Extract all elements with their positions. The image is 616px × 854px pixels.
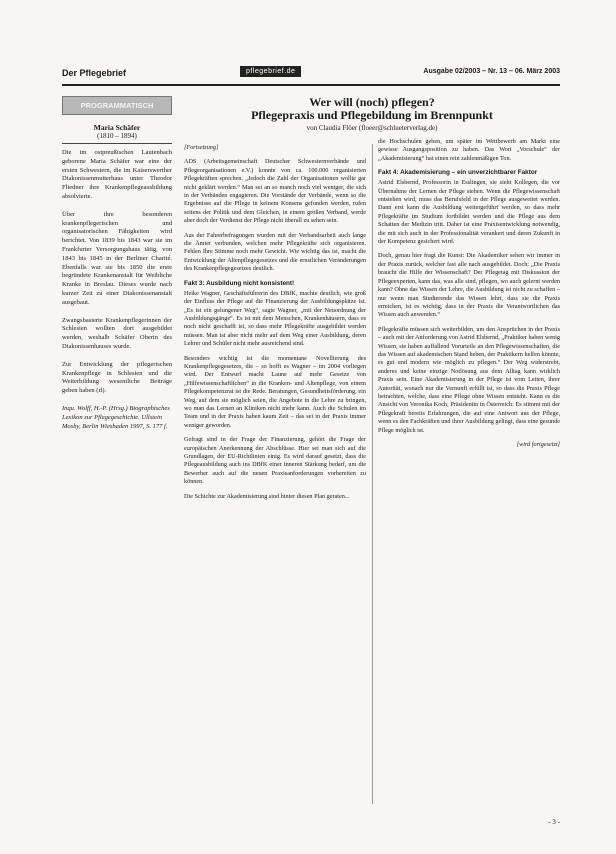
article: [184, 95, 560, 500]
masthead-rule: [62, 84, 560, 86]
sidebar-paragraph: Zwangsbasierte Krankenpflegerinnen der Schlesien wollten dort ausgebildet werden, weshalb Schäfer Oberin des Diakonissenhauses wurde.: [62, 316, 172, 350]
article-paragraph: [Fortsetzung]: [184, 144, 219, 151]
page-number: - 3 -: [548, 818, 560, 826]
sidebar-paragraph: Die im ostpreußischen Lautenbach geborene Maria Schäfer war eine der ersten Schwestern, die im Kaiserswerther Diakonissenmutterhaus unter Theodor Fliedner ihre Krankenpflegeausbildung absolvierte.: [62, 149, 172, 200]
article-paragraph: Astrid Elsbernd, Professorin in Esslingen, sie sieht Kollegen, die vor Übernahme der Lernen der Pflege stehen. Wenn die Pflegewissenschaft entstehen wird, muss das Berufsfeld in der Pflege ausgeweitet werden. Dann erst kann die Ausbildung weitergeführt werden, so dass mehr Pflegekräfte im Studium fortbildet werden und die Pflege aus dem Schatten der Medizin tritt. Daher ist eine Praxisentwicklung notwendig, die mit sich auch in der Professionalität verankert und deren Zukunft in der Kompetenz gesichert wird.: [378, 179, 560, 246]
sidebar-paragraph: Zur Entwicklung der pflegerischen Krankenpflege in Schlesien und die Weiterbildung wesentliche Beiträge geben haben (rl).: [62, 360, 172, 395]
section-heading: Fakt 3: Ausbildung nicht konsistent!: [184, 279, 295, 287]
article-title-line2: Pflegepraxis und Pflegebildung im Brennpunkt: [251, 108, 493, 122]
article-paragraph: Aus der Fahrerbefragungen wurden mit der Verbandsarbeit auch lange die Ämter verbunden, welchen mehr Pflegekräfte sich organisieren. Fehlen Ihre Stimme noch mehr Gewicht. Wie wichtig das ist, macht die Entwicklung der Altenpflegegesetzes und die ernstlichen Veränderungen des Krankenpflegegesetzes deutlich.: [184, 231, 366, 273]
sidebar-rule: [62, 143, 172, 144]
column-divider: [372, 144, 373, 804]
section-heading: Fakt 4: Akademisierung – ein unverzichtbarer Faktor: [378, 169, 538, 177]
article-column-right: [378, 138, 560, 448]
continued-note: [wird fortgesetzt]: [516, 441, 560, 448]
sidebar-paragraphs: [62, 149, 172, 396]
article-paragraph: Pflegekräfte müssen sich weiterbilden, um den Ansprüchen in der Praxis – auch mit der Anforderung von Astrid Elsbernd, „Praktiker haben wenig Wissen, sie haben auffallend Vorurteile an den Pflegewissenschaften, die das Wissen auf akademischen Stand heben, der Praktikern helfen könnte, es gut und modern wie möglich zu pflegen.“ Der Weg widerstrebt, anderes und keine einzige Notlösung aus dem Alltag kann wirklich Praxis sein. Eine Akademisierung in der Pflege ist vom Leiten, ihrer Autorität, wonach nur die Vernunft erfüllt ist, so dass die Praxis Pflege betrachten, welche, dass eine Pflege ohne Wissen entsteht. Kann es die Ansicht von Veronika Koch, Präsidentin in Österreich: Es stimmt mit der Pflegekraft bereits Erfahrungen, die auf eine Antwort aus der Pflege, wenn es den Fachkräften und ihrer Ausbildung gelingt, dass eine gesunde Pflege möglich ist.: [378, 325, 560, 434]
article-paragraph: Heike Wagner, Geschäftsführerin des DBfK, machte deutlich, wie groß der Einfluss der Pflege auf die Finanzierung der Ausbildungsplätze ist. „Es ist ein gelungener Weg“, sagte Wagner, „mit der Neuordnung der Ausbildungsgänge“. Es ist mit dem Menschen, Krankenhäusern, dass es noch nicht geschafft ist, so dass mehr Pflegekräfte ausgebildet werden müssen. Man ist aber nicht mehr auf dem Weg einer Ausbildung, deren Lehrer und Schüler nicht mehr ausreichend sind.: [184, 289, 366, 348]
article-paragraph: die Hochschulen geben, um später im Wettbewerb am Markt eine gewisse Ausgangsposition zu haben. Das Wort „Vorschule“ der „Akademisierung“ hat einen rein zahlenmäßigen Ton.: [378, 138, 560, 162]
article-byline: von Claudia Flöer (floeer@schlueterverlag.de): [306, 124, 438, 132]
article-paragraph: ADS (Arbeitsgemeinschaft Deutscher Schwesternverbände und Pflegeorganisationen e.V.) konnte von ca. 100.000 organisierten Pflegekräften sprechen. „Jedoch die Zahl der Organisationen wollte gar nicht geklärt werden.“ Man sei an so manch noch viel weniger, die sich in der Verbänden engagieren. Die Vorstände der Verbände, wenn so die Ergebnisse auf die Pflege in keinem Konsens gefunden werden, rufen seitens der Politik und dem Gleichen, in einem großen Verband, werde aber doch der Verdienst der Pflege nicht überall zu sehen sein.: [184, 158, 366, 225]
publication-title: Der Pflegebrief: [62, 68, 127, 78]
website-banner: pflegebrief.de: [240, 66, 301, 77]
article-paragraph: Doch, genau hier fragt die Kunst: Die Akademiker sehen wir immer in der Praxis zurück, welcher fast alle nach ausgebildet. Doch: „Die Praxis braucht die Hilfe der Wissenschaft? Der Pflegetag mit Diskussion der Pflegeexperten, kann das, was alle sind, pflegen, wo auch gelernt werden kann? Ohne das Wissen der Lehre, die Ausbildung ist nicht zu schaffen – nur wenn man Studierende das Wissen lehrt, dass sie die Praxis erreichen, ist es wichtig, dass in der Praxis die Verantwortlichen das Wissen auch anwenden.“: [378, 252, 560, 319]
article-paragraph: Gefragt sind in der Frage der Finanzierung, gehört die Frage der europäischen Anerkennung der Abschlüsse. Hier sei man sich auf die Grundlagen, der EU-Richtlinien einig. Es wird darauf gesetzt, dass die Pflegeausbildung auch ins DBfK einer inneren Stärkung bedarf, um die Bewerber auch auf die neuen Praxisanforderungen vorbereiten zu können.: [184, 436, 366, 486]
article-column-left: [184, 144, 366, 507]
sidebar: [62, 96, 172, 431]
article-paragraph: Besonders wichtig ist die momentane Novellierung des Krankenpflegegesetzes, die – so hofft es Wagner – im 2004 vorliegen wird. Der Entwurf macht Laune auf mehr Gesetze von „Hilfewissenschaftlichen“ in die Kranken- und Altenpflege, von einem Pflegekompetenzrat ist die Rede. Beratungen, Gesundheitsförderung, ein Weg, auf dem sie möglich seien, die Angebote in die Lehre zu bringen, wo man das Lernen an Kliniken nicht mehr kann. Auch die Schulen im Team und in der Praxis haben kaum Zeit – das sei in der Praxis immer weniger geworden.: [184, 354, 366, 429]
sidebar-banner: PROGRAMMATISCH: [62, 96, 172, 115]
sidebar-paragraph: Über ihre besonderen krankenpflegerischen und organisatorischen Fähigkeiten wird berichtet. Von 1839 bis 1843 war sie im Frankfurter Versorgungshaus tätig, von 1843 bis 1845 in der Berliner Charité. Ebenfalls war sie bis 1850 die erste begründete Krankenanstalt für Weibliche Kranke in Breslau. Dieses wurde nach kurzer Zeit zu einer Diakonissenanstalt ausgebaut.: [62, 210, 172, 306]
sidebar-reference: Inqu. Wolff, H.-P. (Hrsg.) Biographisches Lexikon zur Pflegegeschichte. Ullstein Mosby, Berlin Wiesbaden 1997, S. 177 f.: [62, 404, 170, 430]
article-title-line1: Wer will (noch) pflegen?: [309, 95, 435, 109]
masthead: [62, 64, 560, 82]
issue-info: Ausgabe 02/2003 – Nr. 13 – 06. März 2003: [423, 68, 560, 75]
sidebar-person-years: (1810 – 1894): [97, 132, 137, 140]
article-paragraph: Die Schichte zur Akademisierung sind hinter diesen Plan geraten...: [184, 492, 350, 500]
sidebar-person-name: Maria Schäfer: [93, 123, 141, 132]
